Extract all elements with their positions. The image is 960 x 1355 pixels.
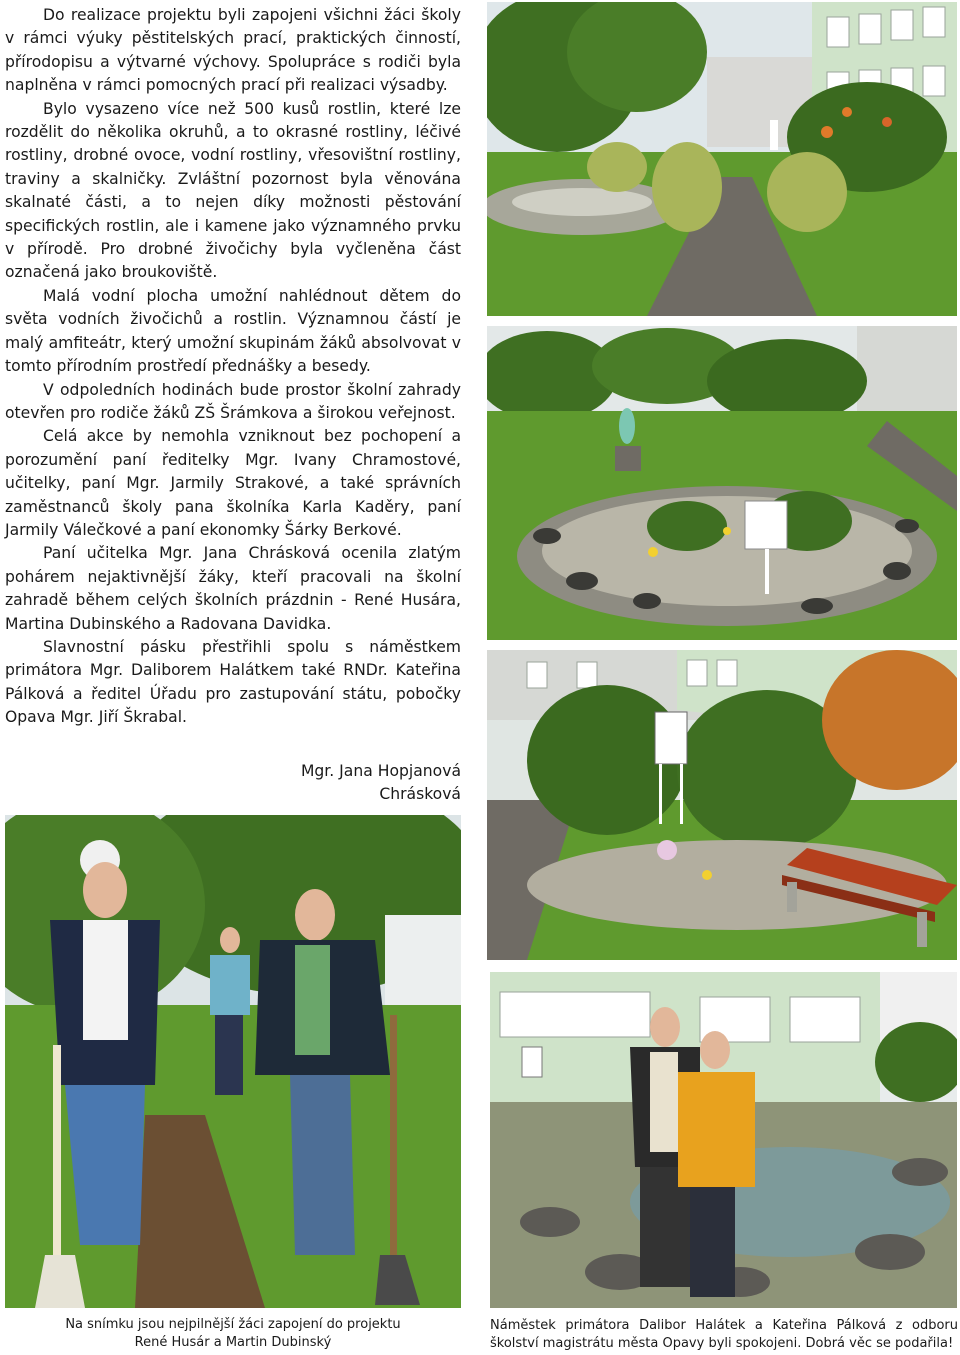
caption-line: Na snímku jsou nejpilnější žáci zapojení do projektu xyxy=(65,1317,401,1332)
article-paragraph: Bylo vysazeno více než 500 kusů rostlin, které lze rozdělit do několika okruhů, a to okrasné rostliny, léčivé rostliny, drobné ovoce, vodní rostliny, vřesovištní rostliny, traviny a skalničky. Zvláštní pozornost byla věnována skalnaté části, a to nejen díky možnosti pěstování specifických rostlin, ale i kamene jako významného prvku v přírodě. Pro drobné živočichy byla vyčleněna část označená jako broukoviště. xyxy=(5,99,461,282)
article-paragraph: Malá vodní plocha umožní nahlédnout dětem do světa vodních živočichů a rostlin. Významnou částí je malý amfiteátr, který umožní skupinám žáků absolvovat v tomto přírodním prostředí přednášky a besedy. xyxy=(5,286,461,376)
article-paragraph: Do realizace projektu byli zapojeni všichni žáci školy v rámci výuky pěstitelských prací, praktických činností, přírodopisu a výtvarné výchovy. Spolupráce s rodiči byla naplněna v rámci pomocných prací při realizaci výsadby. xyxy=(5,6,461,95)
rock-garden-photo xyxy=(487,326,957,640)
caption-line: René Husár a Martin Dubinský xyxy=(134,1335,332,1350)
article-paragraph: V odpoledních hodinách bude prostor školní zahrady otevřen pro rodiče žáků ZŠ Šrámkova a širokou veřejnost. xyxy=(5,380,461,422)
left-photo-caption xyxy=(5,1316,461,1352)
garden-bench-photo xyxy=(487,650,957,960)
article-paragraph: Paní učitelka Mgr. Jana Chrásková ocenila zlatým pohárem nejaktivnější žáky, kteří pracovali na školní zahradě během celých školních prázdnin - René Husára, Martina Dubinského a Radovana Davidka. xyxy=(5,544,461,633)
right-photo-caption xyxy=(490,1317,958,1353)
article-body xyxy=(5,4,461,730)
article-paragraph: Celá akce by nemohla vzniknout bez pochopení a porozumění paní ředitelky Mgr. Ivany Chramostové, učitelky, paní Mgr. Jarmily Strakové, a také správních zaměstnanců školy pana školníka Karla Kaděry, paní Jarmily Válečkové a paní ekonomky Šárky Berkové. xyxy=(5,427,461,539)
garden-path-photo xyxy=(487,2,957,316)
article-author: Mgr. Jana Hopjanová Chrásková xyxy=(300,762,461,803)
students-with-spades-photo xyxy=(5,815,461,1308)
officials-at-pond-photo xyxy=(490,972,957,1308)
caption-line: školství magistrátu města Opavy byli spokojeni. Dobrá věc se podařila! xyxy=(490,1336,954,1351)
article-paragraph: Slavnostní pásku přestřihli spolu s náměstkem primátora Mgr. Daliborem Halátkem také RNDr. Kateřina Pálková a ředitel Úřadu pro zastupování státu, pobočky Opava Mgr. Jiří Škrabal. xyxy=(5,637,461,727)
caption-line: Náměstek primátora Dalibor Halátek a Kateřina Pálková z odboru xyxy=(490,1318,958,1333)
